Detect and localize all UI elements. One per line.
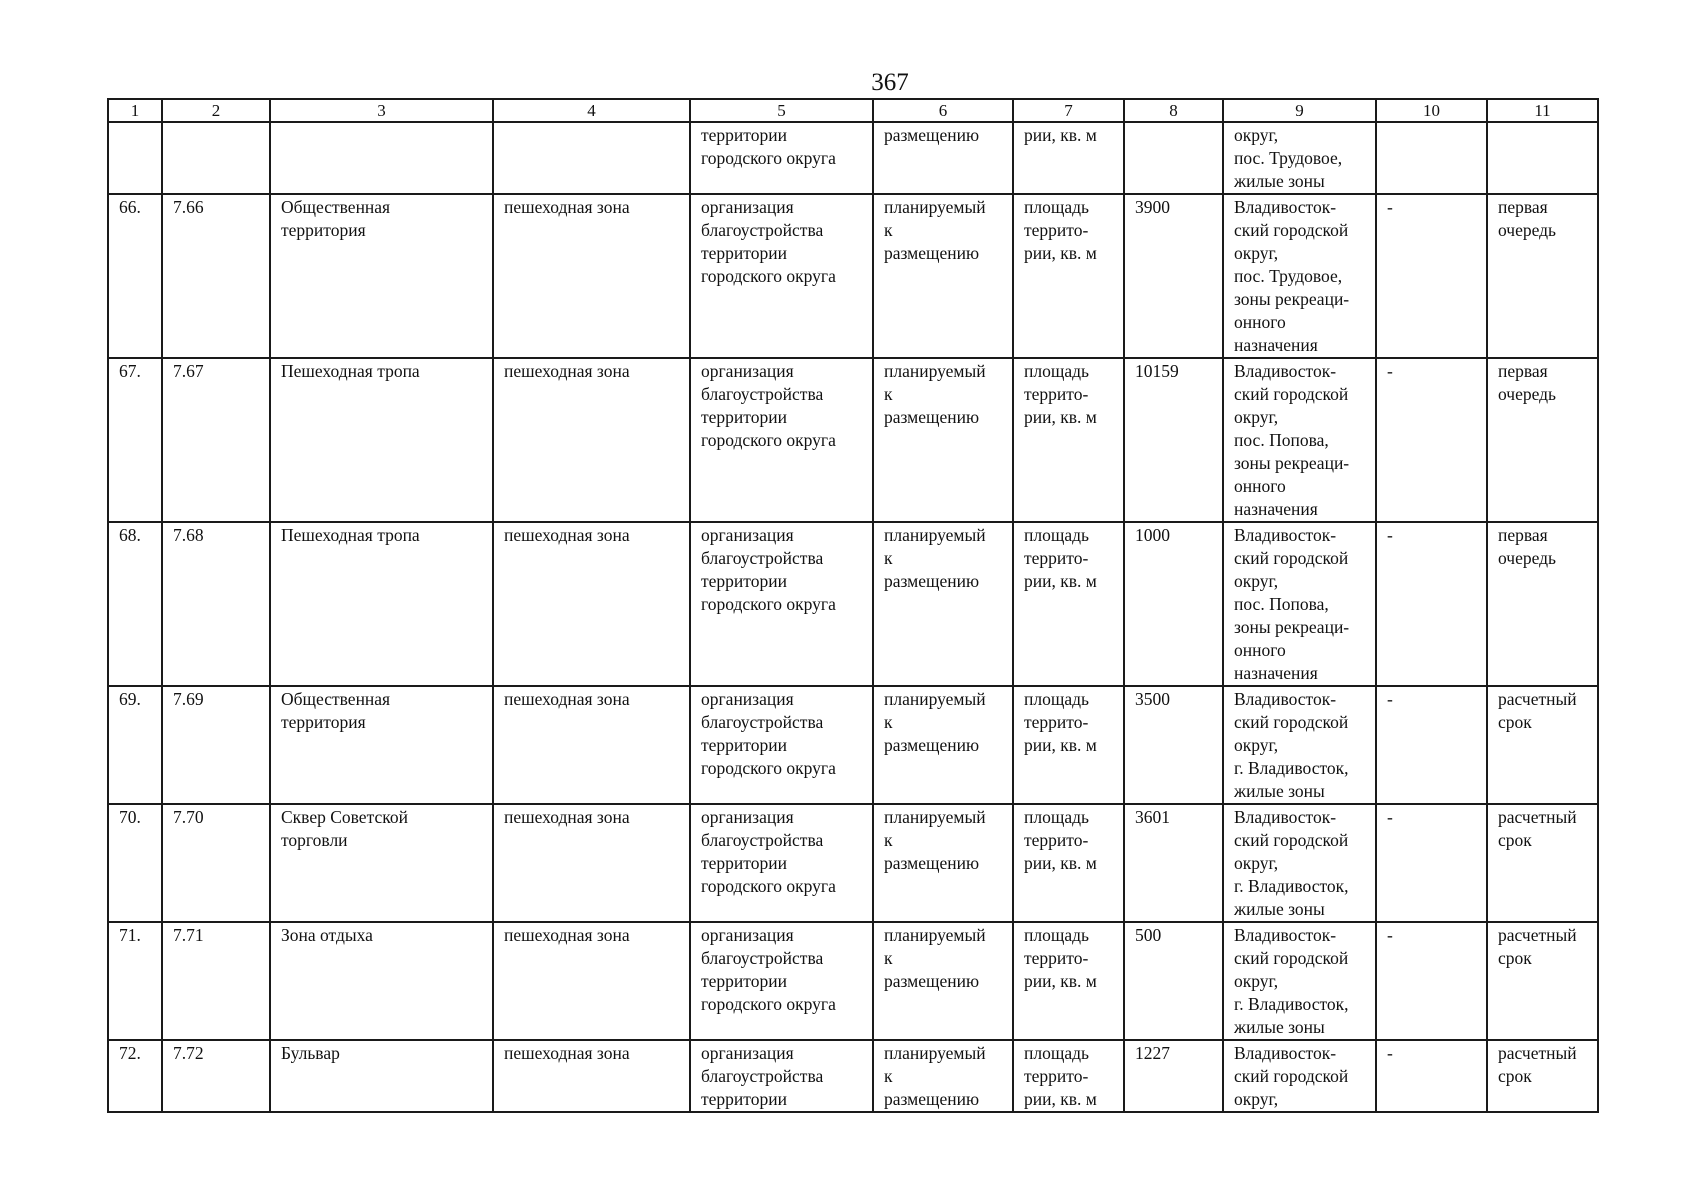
row-number-cell bbox=[108, 922, 162, 1040]
cell-text-line: рии, кв. м bbox=[1024, 853, 1097, 873]
cell-text-line: к bbox=[884, 712, 893, 732]
cell-text-line: 10159 bbox=[1135, 361, 1179, 381]
cell-text-line: пешеходная зона bbox=[504, 807, 630, 827]
cell-text-line: Владивосток- bbox=[1234, 1043, 1337, 1063]
row-number-cell bbox=[108, 522, 162, 686]
column-header: 4 bbox=[493, 99, 690, 122]
cell-text-line: площадь bbox=[1024, 197, 1089, 217]
cell-text-line: пешеходная зона bbox=[504, 525, 630, 545]
cell-text-line: благоустройства bbox=[701, 548, 824, 568]
cell-text-line: рии, кв. м bbox=[1024, 971, 1097, 991]
location-cell bbox=[1223, 358, 1376, 522]
cell-text-line: первая bbox=[1498, 197, 1548, 217]
stage-cell bbox=[1487, 922, 1598, 1040]
column-header: 10 bbox=[1376, 99, 1487, 122]
cell-text-line: жилые зоны bbox=[1234, 171, 1325, 191]
cell-text-line: Пешеходная тропа bbox=[281, 525, 420, 545]
cell-text-line: ский городской bbox=[1234, 948, 1349, 968]
column-header: 1 bbox=[108, 99, 162, 122]
characteristic-cell bbox=[1013, 922, 1124, 1040]
cell-text-line: 67. bbox=[119, 361, 141, 381]
cell-text-line: размещению bbox=[884, 971, 980, 991]
cell-text-line: площадь bbox=[1024, 689, 1089, 709]
cell-text-line: Владивосток- bbox=[1234, 525, 1337, 545]
location-cell bbox=[1223, 686, 1376, 804]
column-header: 9 bbox=[1223, 99, 1376, 122]
cell-text-line: террито- bbox=[1024, 830, 1089, 850]
header-row bbox=[108, 99, 1598, 122]
cell-text-line: Зона отдыха bbox=[281, 925, 373, 945]
cell-text-line: - bbox=[1387, 197, 1393, 217]
status-cell bbox=[873, 522, 1013, 686]
cell-text-line: пешеходная зона bbox=[504, 925, 630, 945]
cell-text-line: 3601 bbox=[1135, 807, 1170, 827]
cell-text-line: городского округа bbox=[701, 994, 836, 1014]
cell-text-line: территория bbox=[281, 712, 366, 732]
page-number: 367 bbox=[871, 69, 909, 96]
table-row bbox=[108, 1040, 1598, 1112]
object-name-cell bbox=[270, 1040, 493, 1112]
cell-text-line: площадь bbox=[1024, 807, 1089, 827]
cell-text-line: пос. Попова, bbox=[1234, 594, 1329, 614]
cell-text-line: террито- bbox=[1024, 384, 1089, 404]
zone-type-cell bbox=[493, 522, 690, 686]
stage-cell bbox=[1487, 686, 1598, 804]
row-number-cell bbox=[108, 1040, 162, 1112]
status-cell bbox=[873, 804, 1013, 922]
stage-cell bbox=[1487, 804, 1598, 922]
characteristic-cell bbox=[1013, 522, 1124, 686]
cell-text-line: 7.71 bbox=[173, 925, 204, 945]
cell-text-line: пос. Трудовое, bbox=[1234, 266, 1343, 286]
object-code-cell bbox=[162, 522, 270, 686]
cell-text-line: благоустройства bbox=[701, 948, 824, 968]
cell-text-line: 7.68 bbox=[173, 525, 204, 545]
column-header: 11 bbox=[1487, 99, 1598, 122]
cell-text-line: жилые зоны bbox=[1234, 899, 1325, 919]
characteristic-cell bbox=[1013, 194, 1124, 358]
location-cell bbox=[1223, 194, 1376, 358]
cell-text-line: 7.70 bbox=[173, 807, 204, 827]
cell-text-line: террито- bbox=[1024, 948, 1089, 968]
cell-text-line: благоустройства bbox=[701, 712, 824, 732]
cell-text-line: благоустройства bbox=[701, 220, 824, 240]
cell-text-line: торговли bbox=[281, 830, 348, 850]
cell-text-line: срок bbox=[1498, 1066, 1532, 1086]
location-cell bbox=[1223, 522, 1376, 686]
cell-text-line: 3500 bbox=[1135, 689, 1170, 709]
cell-text-line: ский городской bbox=[1234, 830, 1349, 850]
cell-text-line: онного bbox=[1234, 312, 1286, 332]
cell-text-line: террито- bbox=[1024, 548, 1089, 568]
cell-text-line: Владивосток- bbox=[1234, 361, 1337, 381]
cell-text-line: городского округа bbox=[701, 148, 836, 168]
cell-text-line: пешеходная зона bbox=[504, 361, 630, 381]
purpose-cell bbox=[690, 686, 873, 804]
object-name-cell bbox=[270, 122, 493, 194]
restrictions-cell bbox=[1376, 804, 1487, 922]
cell-text-line: к bbox=[884, 548, 893, 568]
characteristic-cell bbox=[1013, 686, 1124, 804]
cell-text-line: территории bbox=[701, 735, 787, 755]
area-value-cell bbox=[1124, 922, 1223, 1040]
table-row bbox=[108, 522, 1598, 686]
row-number-cell bbox=[108, 122, 162, 194]
cell-text-line: ский городской bbox=[1234, 712, 1349, 732]
zone-type-cell bbox=[493, 122, 690, 194]
cell-text-line: рии, кв. м bbox=[1024, 571, 1097, 591]
cell-text-line: благоустройства bbox=[701, 1066, 824, 1086]
cell-text-line: Общественная bbox=[281, 197, 391, 217]
cell-text-line: Пешеходная тропа bbox=[281, 361, 420, 381]
stage-cell bbox=[1487, 522, 1598, 686]
cell-text-line: округ, bbox=[1234, 125, 1279, 145]
status-cell bbox=[873, 922, 1013, 1040]
cell-text-line: Владивосток- bbox=[1234, 689, 1337, 709]
cell-text-line: - bbox=[1387, 361, 1393, 381]
cell-text-line: округ, bbox=[1234, 571, 1279, 591]
cell-text-line: 69. bbox=[119, 689, 141, 709]
zone-type-cell bbox=[493, 194, 690, 358]
table-body bbox=[108, 122, 1598, 1112]
cell-text-line: планируемый bbox=[884, 925, 986, 945]
location-cell bbox=[1223, 804, 1376, 922]
cell-text-line: площадь bbox=[1024, 525, 1089, 545]
location-cell bbox=[1223, 1040, 1376, 1112]
cell-text-line: организация bbox=[701, 807, 794, 827]
table-row bbox=[108, 922, 1598, 1040]
purpose-cell bbox=[690, 922, 873, 1040]
cell-text-line: организация bbox=[701, 361, 794, 381]
status-cell bbox=[873, 358, 1013, 522]
area-value-cell bbox=[1124, 122, 1223, 194]
characteristic-cell bbox=[1013, 358, 1124, 522]
area-value-cell bbox=[1124, 804, 1223, 922]
cell-text-line: благоустройства bbox=[701, 830, 824, 850]
area-value-cell bbox=[1124, 194, 1223, 358]
restrictions-cell bbox=[1376, 358, 1487, 522]
cell-text-line: округ, bbox=[1234, 407, 1279, 427]
cell-text-line: территории bbox=[701, 1089, 787, 1109]
cell-text-line: к bbox=[884, 1066, 893, 1086]
object-name-cell bbox=[270, 358, 493, 522]
cell-text-line: организация bbox=[701, 925, 794, 945]
object-name-cell bbox=[270, 686, 493, 804]
register-table bbox=[107, 98, 1599, 1113]
cell-text-line: расчетный bbox=[1498, 689, 1577, 709]
cell-text-line: Сквер Советской bbox=[281, 807, 408, 827]
cell-text-line: расчетный bbox=[1498, 1043, 1577, 1063]
cell-text-line: назначения bbox=[1234, 335, 1318, 355]
purpose-cell bbox=[690, 122, 873, 194]
cell-text-line: ский городской bbox=[1234, 220, 1349, 240]
cell-text-line: онного bbox=[1234, 640, 1286, 660]
cell-text-line: рии, кв. м bbox=[1024, 243, 1097, 263]
cell-text-line: к bbox=[884, 830, 893, 850]
column-header: 8 bbox=[1124, 99, 1223, 122]
cell-text-line: рии, кв. м bbox=[1024, 735, 1097, 755]
cell-text-line: расчетный bbox=[1498, 925, 1577, 945]
restrictions-cell bbox=[1376, 686, 1487, 804]
cell-text-line: к bbox=[884, 220, 893, 240]
characteristic-cell bbox=[1013, 1040, 1124, 1112]
cell-text-line: размещению bbox=[884, 735, 980, 755]
cell-text-line: округ, bbox=[1234, 243, 1279, 263]
cell-text-line: территории bbox=[701, 407, 787, 427]
area-value-cell bbox=[1124, 358, 1223, 522]
object-code-cell bbox=[162, 194, 270, 358]
restrictions-cell bbox=[1376, 922, 1487, 1040]
cell-text-line: расчетный bbox=[1498, 807, 1577, 827]
cell-text-line: организация bbox=[701, 689, 794, 709]
cell-text-line: зоны рекреаци- bbox=[1234, 289, 1350, 309]
column-header: 3 bbox=[270, 99, 493, 122]
cell-text-line: рии, кв. м bbox=[1024, 407, 1097, 427]
cell-text-line: городского округа bbox=[701, 594, 836, 614]
cell-text-line: ский городской bbox=[1234, 1066, 1349, 1086]
cell-text-line: размещению bbox=[884, 125, 980, 145]
cell-text-line: территории bbox=[701, 853, 787, 873]
cell-text-line: округ, bbox=[1234, 735, 1279, 755]
cell-text-line: г. Владивосток, bbox=[1234, 876, 1349, 896]
cell-text-line: 68. bbox=[119, 525, 141, 545]
object-code-cell bbox=[162, 922, 270, 1040]
cell-text-line: организация bbox=[701, 525, 794, 545]
column-header: 7 bbox=[1013, 99, 1124, 122]
object-name-cell bbox=[270, 522, 493, 686]
purpose-cell bbox=[690, 804, 873, 922]
purpose-cell bbox=[690, 1040, 873, 1112]
cell-text-line: жилые зоны bbox=[1234, 781, 1325, 801]
cell-text-line: планируемый bbox=[884, 807, 986, 827]
object-name-cell bbox=[270, 804, 493, 922]
purpose-cell bbox=[690, 194, 873, 358]
cell-text-line: размещению bbox=[884, 1089, 980, 1109]
cell-text-line: организация bbox=[701, 197, 794, 217]
location-cell bbox=[1223, 922, 1376, 1040]
area-value-cell bbox=[1124, 1040, 1223, 1112]
cell-text-line: округ, bbox=[1234, 971, 1279, 991]
cell-text-line: - bbox=[1387, 925, 1393, 945]
cell-text-line: ский городской bbox=[1234, 384, 1349, 404]
cell-text-line: планируемый bbox=[884, 361, 986, 381]
zone-type-cell bbox=[493, 358, 690, 522]
cell-text-line: территории bbox=[701, 571, 787, 591]
cell-text-line: Владивосток- bbox=[1234, 925, 1337, 945]
cell-text-line: срок bbox=[1498, 712, 1532, 732]
stage-cell bbox=[1487, 1040, 1598, 1112]
cell-text-line: площадь bbox=[1024, 1043, 1089, 1063]
location-cell bbox=[1223, 122, 1376, 194]
restrictions-cell bbox=[1376, 122, 1487, 194]
object-code-cell bbox=[162, 122, 270, 194]
cell-text-line: размещению bbox=[884, 853, 980, 873]
cell-text-line: площадь bbox=[1024, 361, 1089, 381]
cell-text-line: Общественная bbox=[281, 689, 391, 709]
restrictions-cell bbox=[1376, 522, 1487, 686]
column-header: 6 bbox=[873, 99, 1013, 122]
object-name-cell bbox=[270, 194, 493, 358]
row-number-cell bbox=[108, 358, 162, 522]
cell-text-line: территории bbox=[701, 243, 787, 263]
cell-text-line: 7.72 bbox=[173, 1043, 204, 1063]
status-cell bbox=[873, 122, 1013, 194]
cell-text-line: размещению bbox=[884, 407, 980, 427]
status-cell bbox=[873, 1040, 1013, 1112]
cell-text-line: 71. bbox=[119, 925, 141, 945]
cell-text-line: 500 bbox=[1135, 925, 1162, 945]
cell-text-line: к bbox=[884, 948, 893, 968]
cell-text-line: 70. bbox=[119, 807, 141, 827]
cell-text-line: пешеходная зона bbox=[504, 197, 630, 217]
cell-text-line: очередь bbox=[1498, 220, 1557, 240]
cell-text-line: - bbox=[1387, 1043, 1393, 1063]
zone-type-cell bbox=[493, 686, 690, 804]
column-header: 2 bbox=[162, 99, 270, 122]
cell-text-line: г. Владивосток, bbox=[1234, 994, 1349, 1014]
cell-text-line: Владивосток- bbox=[1234, 807, 1337, 827]
row-number-cell bbox=[108, 686, 162, 804]
cell-text-line: первая bbox=[1498, 525, 1548, 545]
restrictions-cell bbox=[1376, 1040, 1487, 1112]
cell-text-line: 7.67 bbox=[173, 361, 204, 381]
cell-text-line: 72. bbox=[119, 1043, 141, 1063]
stage-cell bbox=[1487, 194, 1598, 358]
cell-text-line: террито- bbox=[1024, 712, 1089, 732]
cell-text-line: зоны рекреаци- bbox=[1234, 453, 1350, 473]
column-header: 5 bbox=[690, 99, 873, 122]
restrictions-cell bbox=[1376, 194, 1487, 358]
purpose-cell bbox=[690, 522, 873, 686]
cell-text-line: к bbox=[884, 384, 893, 404]
cell-text-line: планируемый bbox=[884, 525, 986, 545]
cell-text-line: городского округа bbox=[701, 758, 836, 778]
table-row bbox=[108, 358, 1598, 522]
cell-text-line: 7.66 bbox=[173, 197, 204, 217]
zone-type-cell bbox=[493, 804, 690, 922]
cell-text-line: террито- bbox=[1024, 1066, 1089, 1086]
status-cell bbox=[873, 194, 1013, 358]
object-code-cell bbox=[162, 358, 270, 522]
cell-text-line: территории bbox=[701, 125, 787, 145]
cell-text-line: Владивосток- bbox=[1234, 197, 1337, 217]
cell-text-line: территории bbox=[701, 971, 787, 991]
cell-text-line: рии, кв. м bbox=[1024, 125, 1097, 145]
cell-text-line: городского округа bbox=[701, 266, 836, 286]
cell-text-line: назначения bbox=[1234, 499, 1318, 519]
cell-text-line: планируемый bbox=[884, 1043, 986, 1063]
object-code-cell bbox=[162, 686, 270, 804]
object-code-cell bbox=[162, 1040, 270, 1112]
cell-text-line: городского округа bbox=[701, 876, 836, 896]
cell-text-line: ский городской bbox=[1234, 548, 1349, 568]
cell-text-line: планируемый bbox=[884, 197, 986, 217]
cell-text-line: размещению bbox=[884, 243, 980, 263]
cell-text-line: рии, кв. м bbox=[1024, 1089, 1097, 1109]
stage-cell bbox=[1487, 358, 1598, 522]
cell-text-line: террито- bbox=[1024, 220, 1089, 240]
row-number-cell bbox=[108, 804, 162, 922]
stage-cell bbox=[1487, 122, 1598, 194]
cell-text-line: территория bbox=[281, 220, 366, 240]
cell-text-line: очередь bbox=[1498, 384, 1557, 404]
cell-text-line: зоны рекреаци- bbox=[1234, 617, 1350, 637]
object-code-cell bbox=[162, 804, 270, 922]
cell-text-line: планируемый bbox=[884, 689, 986, 709]
row-number-cell bbox=[108, 194, 162, 358]
table-row bbox=[108, 686, 1598, 804]
cell-text-line: городского округа bbox=[701, 430, 836, 450]
cell-text-line: площадь bbox=[1024, 925, 1089, 945]
area-value-cell bbox=[1124, 522, 1223, 686]
cell-text-line: пос. Попова, bbox=[1234, 430, 1329, 450]
characteristic-cell bbox=[1013, 804, 1124, 922]
cell-text-line: срок bbox=[1498, 830, 1532, 850]
cell-text-line: жилые зоны bbox=[1234, 1017, 1325, 1037]
cell-text-line: размещению bbox=[884, 571, 980, 591]
cell-text-line: 7.69 bbox=[173, 689, 204, 709]
cell-text-line: пешеходная зона bbox=[504, 1043, 630, 1063]
object-name-cell bbox=[270, 922, 493, 1040]
cell-text-line: - bbox=[1387, 807, 1393, 827]
cell-text-line: организация bbox=[701, 1043, 794, 1063]
cell-text-line: пешеходная зона bbox=[504, 689, 630, 709]
zone-type-cell bbox=[493, 922, 690, 1040]
purpose-cell bbox=[690, 358, 873, 522]
cell-text-line: благоустройства bbox=[701, 384, 824, 404]
cell-text-line: срок bbox=[1498, 948, 1532, 968]
cell-text-line: округ, bbox=[1234, 853, 1279, 873]
cell-text-line: первая bbox=[1498, 361, 1548, 381]
cell-text-line: 1227 bbox=[1135, 1043, 1170, 1063]
cell-text-line: пос. Трудовое, bbox=[1234, 148, 1343, 168]
cell-text-line: 3900 bbox=[1135, 197, 1170, 217]
cell-text-line: округ, bbox=[1234, 1089, 1279, 1109]
cell-text-line: 66. bbox=[119, 197, 141, 217]
cell-text-line: очередь bbox=[1498, 548, 1557, 568]
table-row bbox=[108, 122, 1598, 194]
status-cell bbox=[873, 686, 1013, 804]
cell-text-line: - bbox=[1387, 525, 1393, 545]
cell-text-line: 1000 bbox=[1135, 525, 1170, 545]
zone-type-cell bbox=[493, 1040, 690, 1112]
cell-text-line: назначения bbox=[1234, 663, 1318, 683]
table-row bbox=[108, 194, 1598, 358]
cell-text-line: онного bbox=[1234, 476, 1286, 496]
cell-text-line: Бульвар bbox=[281, 1043, 340, 1063]
characteristic-cell bbox=[1013, 122, 1124, 194]
cell-text-line: г. Владивосток, bbox=[1234, 758, 1349, 778]
table-row bbox=[108, 804, 1598, 922]
cell-text-line: - bbox=[1387, 689, 1393, 709]
area-value-cell bbox=[1124, 686, 1223, 804]
